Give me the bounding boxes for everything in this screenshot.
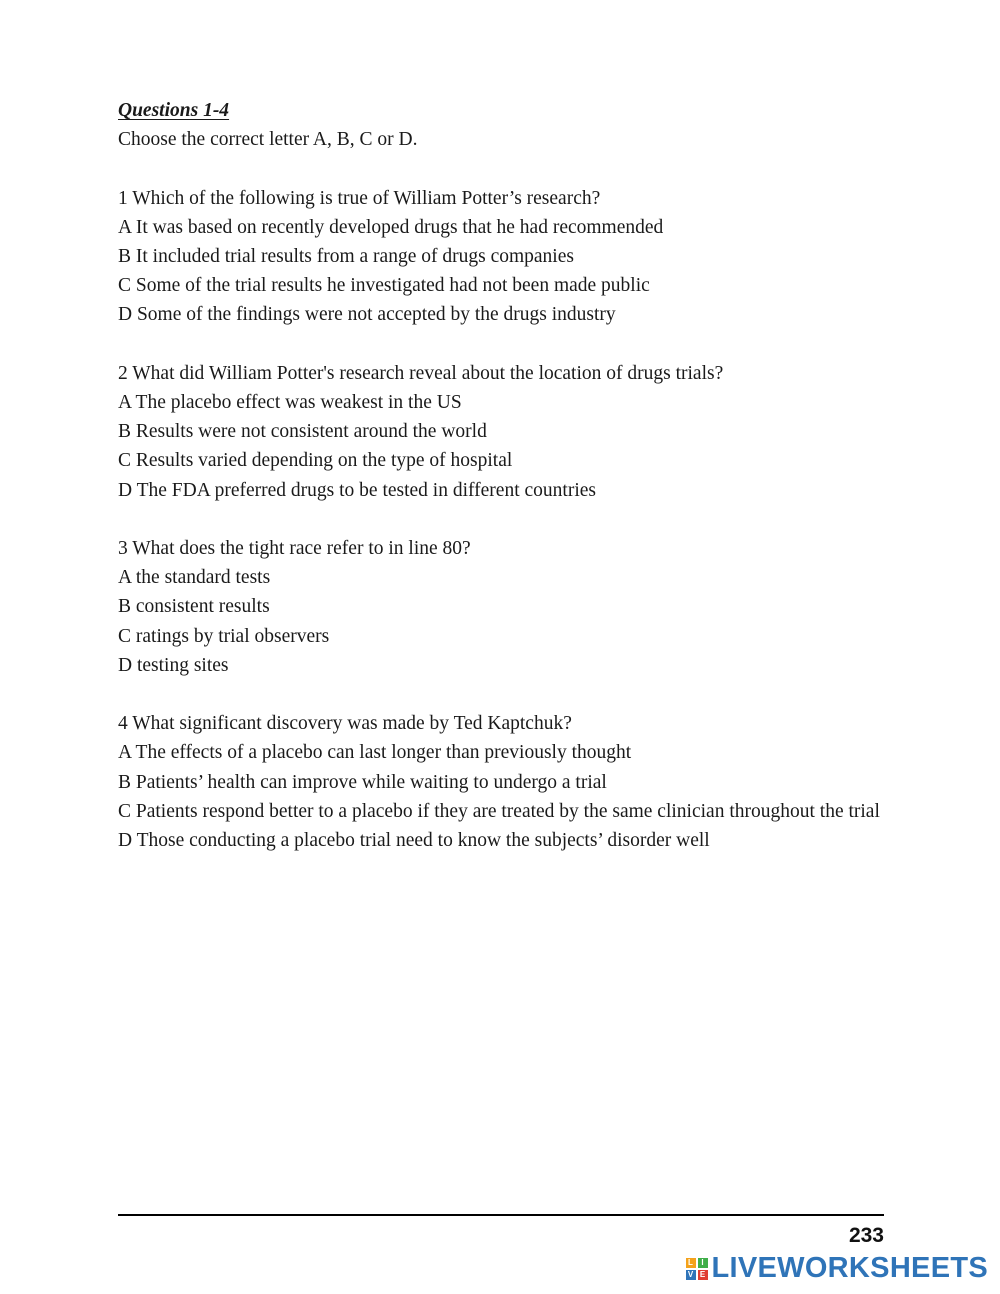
liveworksheets-logo-icon — [686, 1258, 708, 1280]
question-block-2 — [118, 359, 882, 505]
answer-option: B Results were not consistent around the world — [118, 421, 487, 443]
instruction-text: Choose the correct letter A, B, C or D. — [118, 129, 418, 151]
logo-tile: E — [698, 1270, 708, 1280]
question-block-3 — [118, 534, 882, 680]
question-stem: 2 What did William Potter's research reveal about the location of drugs trials? — [118, 362, 724, 384]
answer-option: D Some of the findings were not accepted by the drugs industry — [118, 304, 616, 326]
answer-option: B Patients’ health can improve while waiting to undergo a trial — [118, 771, 607, 793]
answer-option: C Patients respond better to a placebo if they are treated by the same clinician throughout the trial — [118, 800, 880, 822]
worksheet-content — [118, 96, 882, 855]
question-stem: 3 What does the tight race refer to in line 80? — [118, 538, 471, 559]
answer-option: A It was based on recently developed drugs that he had recommended — [118, 216, 664, 238]
answer-option: C ratings by trial observers — [118, 625, 330, 647]
spacer — [118, 330, 882, 359]
page-number: 233 — [848, 1224, 884, 1247]
answer-option: D The FDA preferred drugs to be tested in different countries — [118, 479, 596, 501]
question-block-1 — [118, 184, 882, 330]
spacer — [118, 505, 882, 534]
answer-option: A The effects of a placebo can last longer than previously thought — [118, 742, 632, 764]
logo-tile: V — [686, 1270, 696, 1280]
answer-option: D testing sites — [118, 654, 229, 676]
logo-tile: I — [698, 1258, 708, 1268]
answer-option: A the standard tests — [118, 567, 271, 589]
answer-option: B It included trial results from a range of drugs companies — [118, 246, 574, 267]
question-stem: 1 Which of the following is true of William Potter’s research? — [118, 187, 601, 209]
answer-option: D Those conducting a placebo trial need to know the subjects’ disorder well — [118, 830, 710, 852]
brand-name: LIVEWORKSHEETS — [711, 1252, 988, 1284]
answer-option: B consistent results — [118, 596, 270, 618]
spacer — [118, 680, 882, 709]
logo-tile: L — [686, 1258, 696, 1268]
answer-option: C Some of the trial results he investigated had not been made public — [118, 275, 650, 297]
spacer — [118, 154, 882, 183]
question-block-4 — [118, 709, 882, 855]
section-heading: Questions 1-4 — [118, 100, 230, 121]
question-stem: 4 What significant discovery was made by Ted Kaptchuk? — [118, 713, 572, 735]
answer-option: A The placebo effect was weakest in the US — [118, 392, 462, 413]
answer-option: C Results varied depending on the type of hospital — [118, 450, 513, 472]
liveworksheets-brand — [686, 1252, 989, 1285]
footer-divider — [118, 1214, 884, 1216]
